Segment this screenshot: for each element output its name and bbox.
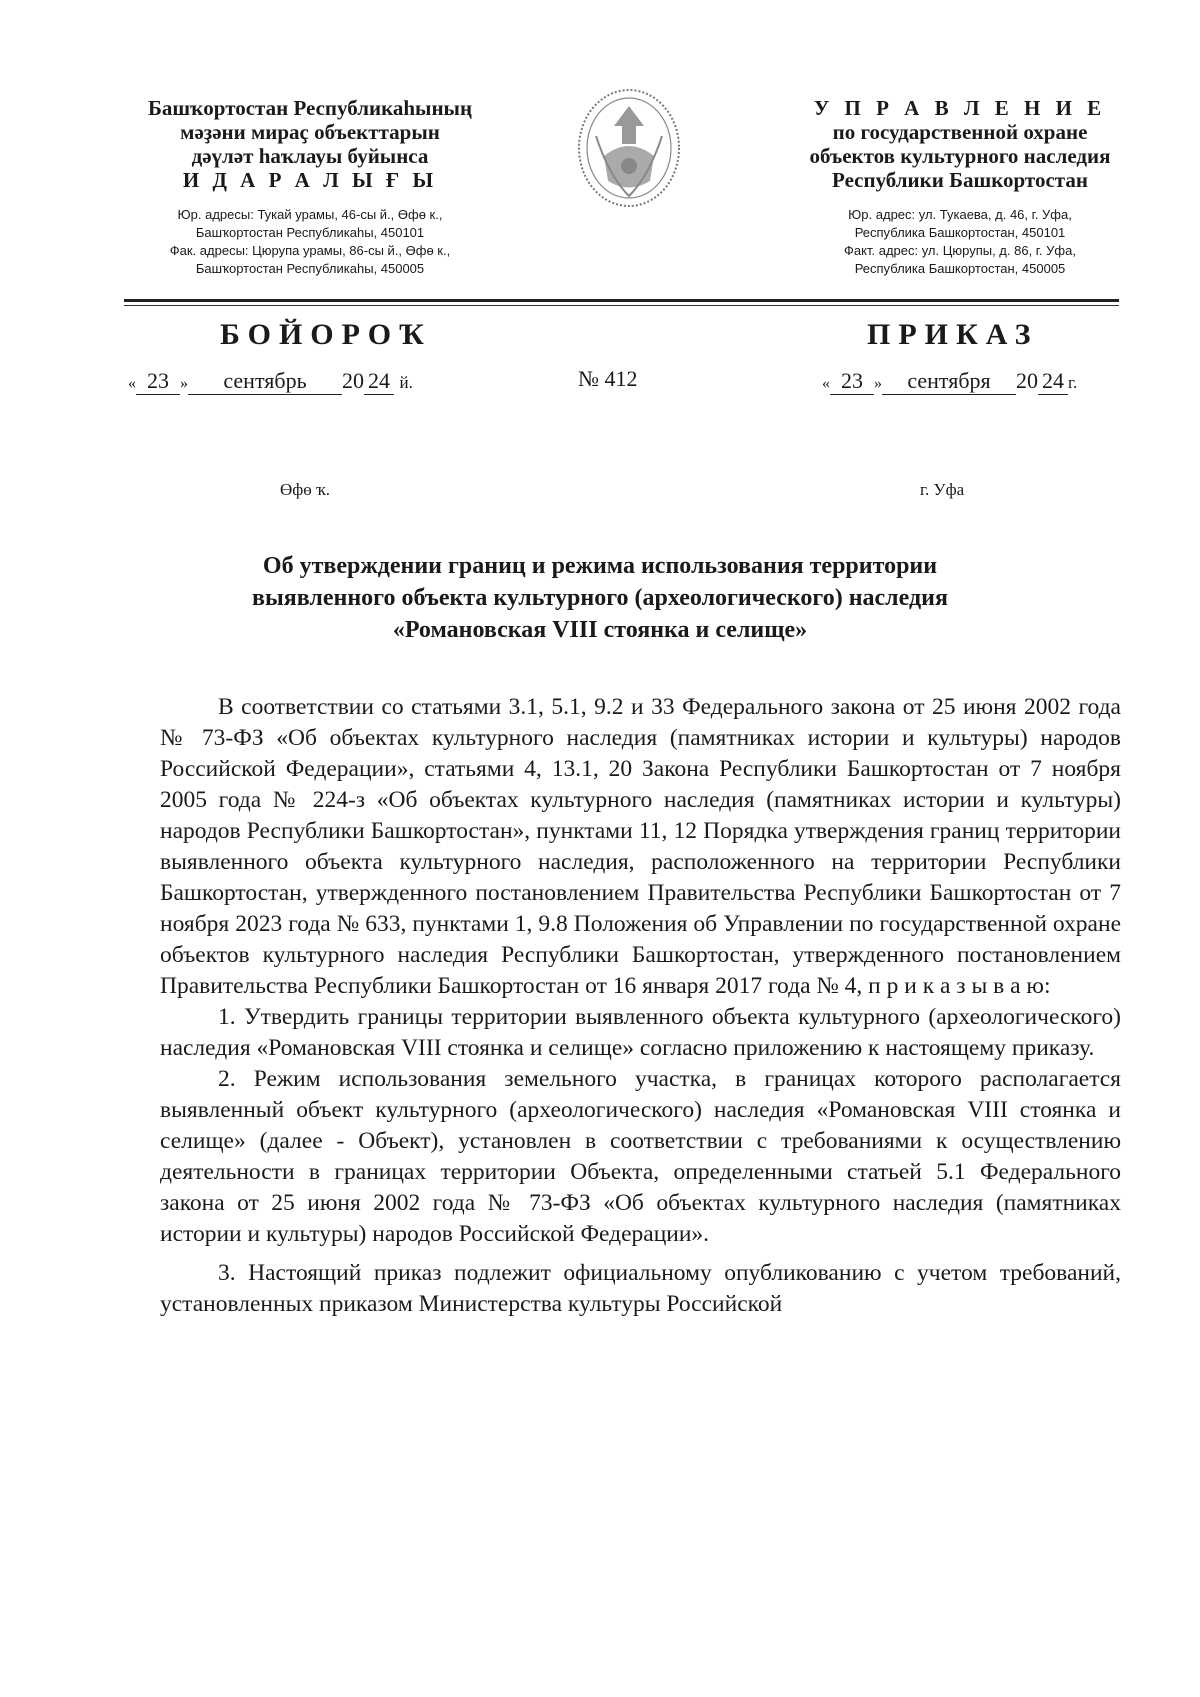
header-right xyxy=(780,96,1140,278)
date-left xyxy=(128,368,413,395)
quote-close: » xyxy=(874,375,882,392)
date-month: сентябрь xyxy=(188,368,342,395)
address-line: Факт. адрес: ул. Цюрупы, д. 86, г. Уфа, xyxy=(844,243,1076,258)
address-line: Республика Башкортостан, 450005 xyxy=(854,261,1066,276)
paragraph: 2. Режим использования земельного участка, в границах которого располагается выявленный объект культурного (археологического) наследия «Романовская VIII стоянка и селище» (далее - Объект), установлен в соответствии с требованиями к осуществлению деятельности в границах территории Объекта, определенными статьей 5.1 Федерального закона от 25 июня 2002 года № 73-ФЗ «Об объектах культурного наследия (памятниках истории и культуры) народов Российской Федерации». xyxy=(160,1066,1121,1247)
header-divider-thick xyxy=(124,299,1119,302)
address-line: Башҡортостан Республикаһы, 450005 xyxy=(195,261,425,276)
date-month: сентября xyxy=(882,368,1016,395)
date-year-unit: г. xyxy=(1068,373,1078,392)
city-bashkir: Өфө ҡ. xyxy=(280,480,331,499)
paragraph: В соответствии со статьями 3.1, 5.1, 9.2 и 33 Федерального закона от 25 июня 2002 года № 73-ФЗ «Об объектах культурного наследия (памятниках истории и культуры) народов Российской Федерации», статьями 4, 13.1, 20 Закона Республики Башкортостан от 7 ноября 2005 года № 224-з «Об объектах культурного наследия (памятниках истории и культуры) народов Республики Башкортостан», пунктами 11, 12 Порядка утверждения границ территории выявленного объекта культурного наследия, расположенного на территории Республики Башкортостан, утвержденного постановлением Правительства Республики Башкортостан от 7 ноября 2023 года № 633, пунктами 1, 9.8 Положения об Управлении по государственной охране объектов культурного наследия Республики Башкортостан, утвержденного постановлением Правительства Республики Башкортостан от 16 января 2017 года № 4, п р и к а з ы в а ю: xyxy=(160,694,1121,999)
address-line: Республика Башкортостан, 450101 xyxy=(854,225,1066,240)
quote-close: » xyxy=(180,375,188,392)
header-divider-thin xyxy=(124,305,1119,306)
address-line: Юр. адресы: Тукай урамы, 46-сы й., Өфө к., xyxy=(177,207,443,222)
header-left-line: Башҡортостан Республикаһының xyxy=(147,96,473,120)
bashkortostan-coat-of-arms-icon xyxy=(574,86,684,214)
date-year-suffix: 24 xyxy=(1038,368,1068,395)
header-left-line: дәүләт һаҡлауы буйынса xyxy=(191,144,429,168)
order-title-russian: ПРИКАЗ xyxy=(867,318,1039,351)
quote-open: « xyxy=(822,375,830,392)
header-left-address xyxy=(110,206,510,278)
date-day: 23 xyxy=(830,368,874,395)
date-right xyxy=(822,368,1077,395)
header-right-line: по государственной охране xyxy=(832,120,1088,144)
paragraph: 1. Утвердить границы территории выявленного объекта культурного (археологического) наследия «Романовская VIII стоянка и селище» согласно приложению к настоящему приказу. xyxy=(160,1004,1121,1061)
date-day: 23 xyxy=(136,368,180,395)
header-right-line: Республики Башкортостан xyxy=(832,168,1088,192)
header-right-address xyxy=(780,206,1140,278)
document-body xyxy=(160,692,1121,1320)
date-year-suffix: 24 xyxy=(364,368,394,395)
header-right-line: У П Р А В Л Е Н И Е xyxy=(813,96,1107,120)
title-line: Об утверждении границ и режима использования территории xyxy=(262,553,938,579)
header-left-line: мәҙәни мираҫ объекттарын xyxy=(180,120,440,144)
header-left-line: И Д А Р А Л Ы Ғ Ы xyxy=(182,168,438,192)
date-year-prefix: 20 xyxy=(342,368,364,393)
city-russian: г. Уфа xyxy=(920,480,965,499)
date-year-unit: й. xyxy=(399,373,413,392)
address-line: Башҡортостан Республикаһы, 450101 xyxy=(195,225,425,240)
address-line: Юр. адрес: ул. Тукаева, д. 46, г. Уфа, xyxy=(848,207,1072,222)
order-number: № 412 xyxy=(578,366,638,391)
title-line: «Романовская VIII стоянка и селище» xyxy=(392,617,808,643)
header-right-line: объектов культурного наследия xyxy=(809,144,1111,168)
header-left xyxy=(110,96,510,278)
quote-open: « xyxy=(128,375,136,392)
address-line: Фак. адресы: Цюрупа урамы, 86-сы й., Өфө к., xyxy=(169,243,451,258)
title-line: выявленного объекта культурного (археологического) наследия xyxy=(252,585,948,611)
document-title xyxy=(160,550,1040,646)
paragraph: 3. Настоящий приказ подлежит официальному опубликованию с учетом требований, установленных приказом Министерства культуры Российской xyxy=(160,1260,1121,1317)
order-title-bashkir: БОЙОРОҠ xyxy=(220,318,432,351)
date-year-prefix: 20 xyxy=(1016,368,1038,393)
